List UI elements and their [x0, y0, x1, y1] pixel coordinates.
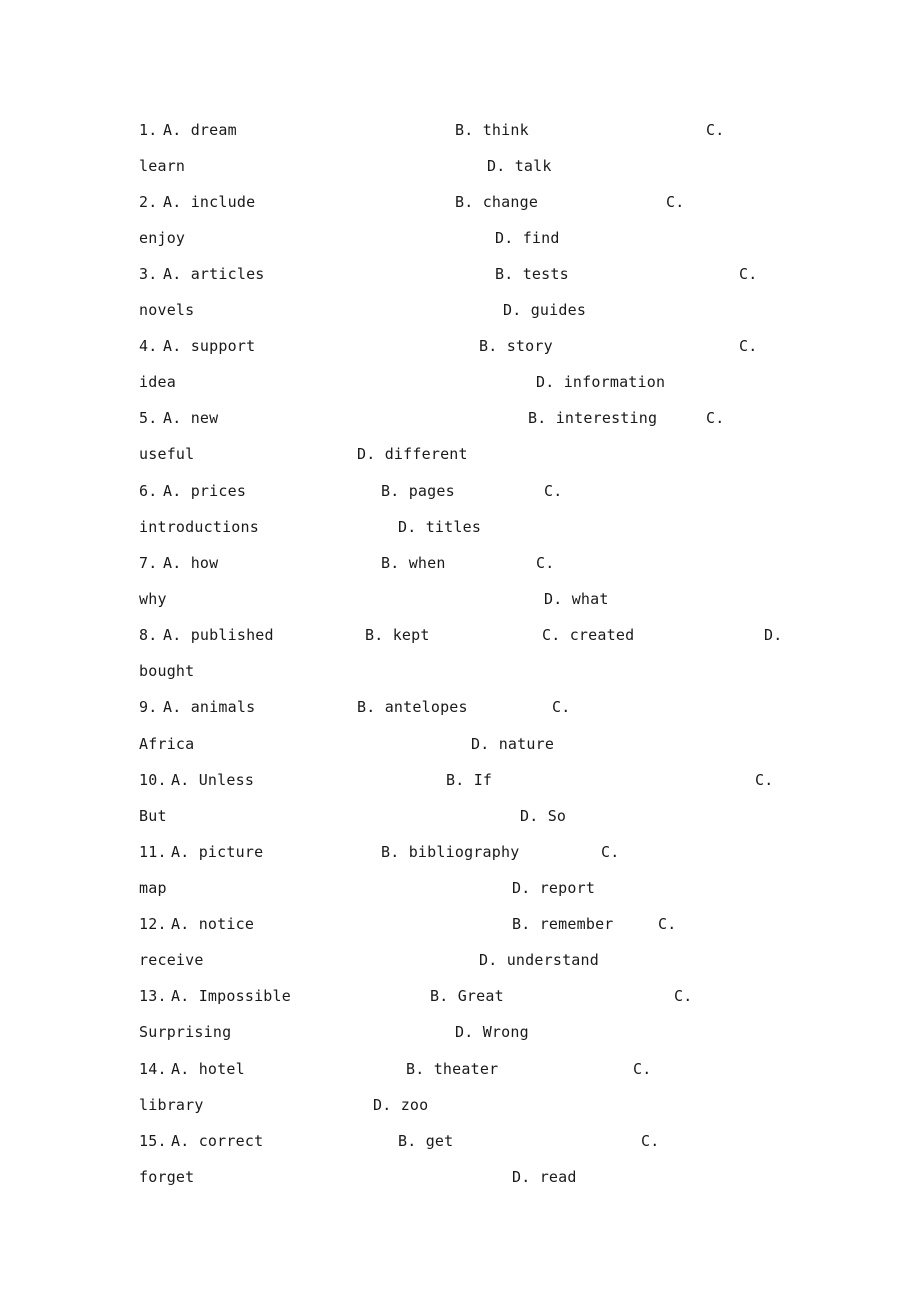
- option-c: C.: [674, 987, 693, 1005]
- option-c-text: enjoy: [139, 229, 186, 247]
- option-b: B. theater: [406, 1060, 499, 1078]
- option-c: C.: [739, 337, 758, 355]
- option-d-text: bought: [139, 662, 195, 680]
- option-a: A. picture: [171, 843, 264, 861]
- question-number: 8.: [139, 626, 158, 644]
- question-number: 9.: [139, 698, 158, 716]
- question-continuation-line: [0, 220, 920, 256]
- option-a: A. prices: [163, 482, 247, 500]
- question-number: 1.: [139, 121, 158, 139]
- option-a: A. hotel: [171, 1060, 245, 1078]
- option-c-text: useful: [139, 445, 195, 463]
- option-d: D.: [764, 626, 783, 644]
- question-continuation-line: [0, 798, 920, 834]
- option-c: C.: [658, 915, 677, 933]
- question-line: [0, 473, 920, 509]
- option-d: D. zoo: [373, 1096, 429, 1114]
- question-number: 14.: [139, 1060, 167, 1078]
- option-a: A. Impossible: [171, 987, 291, 1005]
- option-c-text: Africa: [139, 735, 195, 753]
- option-d: D. guides: [503, 301, 587, 319]
- option-b: B. If: [446, 771, 493, 789]
- option-c: C.: [706, 409, 725, 427]
- option-c-text: Surprising: [139, 1023, 232, 1041]
- option-c-text: map: [139, 879, 167, 897]
- option-a: A. articles: [163, 265, 265, 283]
- option-c-text: library: [139, 1096, 204, 1114]
- option-c: C.: [755, 771, 774, 789]
- question-continuation-line: [0, 509, 920, 545]
- option-d: D. report: [512, 879, 596, 897]
- option-c-text: learn: [139, 157, 186, 175]
- question-line: [0, 762, 920, 798]
- option-d: D. find: [495, 229, 560, 247]
- option-a: A. include: [163, 193, 256, 211]
- question-number: 3.: [139, 265, 158, 283]
- option-c-text: receive: [139, 951, 204, 969]
- option-d: D. read: [512, 1168, 577, 1186]
- question-number: 6.: [139, 482, 158, 500]
- option-b: B. remember: [512, 915, 614, 933]
- option-c-text: But: [139, 807, 167, 825]
- option-b: B. tests: [495, 265, 569, 283]
- question-line: [0, 184, 920, 220]
- option-b: B. antelopes: [357, 698, 468, 716]
- option-c: C.: [601, 843, 620, 861]
- option-c: C.: [739, 265, 758, 283]
- option-a: A. support: [163, 337, 256, 355]
- option-b: B. kept: [365, 626, 430, 644]
- option-d: D. understand: [479, 951, 599, 969]
- option-a: A. animals: [163, 698, 256, 716]
- option-b: B. interesting: [528, 409, 658, 427]
- option-c-text: introductions: [139, 518, 259, 536]
- option-a: A. how: [163, 554, 219, 572]
- question-number: 13.: [139, 987, 167, 1005]
- option-c: C.: [666, 193, 685, 211]
- question-continuation-line: [0, 1014, 920, 1050]
- question-line: [0, 1051, 920, 1087]
- option-b: B. get: [398, 1132, 454, 1150]
- question-continuation-line: [0, 870, 920, 906]
- question-number: 12.: [139, 915, 167, 933]
- question-line: [0, 112, 920, 148]
- option-d: D. information: [536, 373, 666, 391]
- option-c: C.: [641, 1132, 660, 1150]
- question-continuation-line: [0, 1087, 920, 1123]
- question-line: [0, 906, 920, 942]
- option-c: C.: [544, 482, 563, 500]
- question-continuation-line: [0, 942, 920, 978]
- option-c: C.: [536, 554, 555, 572]
- option-b: B. story: [479, 337, 553, 355]
- question-continuation-line: [0, 148, 920, 184]
- option-d: D. Wrong: [455, 1023, 529, 1041]
- question-number: 11.: [139, 843, 167, 861]
- question-number: 5.: [139, 409, 158, 427]
- option-b: B. Great: [430, 987, 504, 1005]
- question-continuation-line: [0, 1159, 920, 1195]
- option-c-text: idea: [139, 373, 176, 391]
- option-a: A. dream: [163, 121, 237, 139]
- question-line: [0, 834, 920, 870]
- question-line: [0, 1123, 920, 1159]
- option-c: C.: [633, 1060, 652, 1078]
- option-c: C.: [552, 698, 571, 716]
- option-c-text: novels: [139, 301, 195, 319]
- question-number: 2.: [139, 193, 158, 211]
- question-continuation-line: [0, 581, 920, 617]
- question-line: [0, 978, 920, 1014]
- option-c-text: why: [139, 590, 167, 608]
- option-a: A. correct: [171, 1132, 264, 1150]
- question-line: [0, 545, 920, 581]
- question-line: [0, 689, 920, 725]
- option-a: A. new: [163, 409, 219, 427]
- question-continuation-line: [0, 653, 920, 689]
- option-b: B. change: [455, 193, 539, 211]
- option-d: D. nature: [471, 735, 555, 753]
- question-continuation-line: [0, 726, 920, 762]
- option-b: B. pages: [381, 482, 455, 500]
- option-b: B. think: [455, 121, 529, 139]
- question-line: [0, 256, 920, 292]
- question-number: 10.: [139, 771, 167, 789]
- question-line: [0, 328, 920, 364]
- question-number: 7.: [139, 554, 158, 572]
- option-a: A. published: [163, 626, 274, 644]
- question-line: [0, 400, 920, 436]
- option-d: D. talk: [487, 157, 552, 175]
- option-a: A. Unless: [171, 771, 255, 789]
- option-d: D. So: [520, 807, 567, 825]
- option-d: D. titles: [398, 518, 482, 536]
- option-b: B. bibliography: [381, 843, 520, 861]
- question-number: 15.: [139, 1132, 167, 1150]
- question-number: 4.: [139, 337, 158, 355]
- question-continuation-line: [0, 364, 920, 400]
- option-c: C.: [706, 121, 725, 139]
- question-line: [0, 617, 920, 653]
- option-b: B. when: [381, 554, 446, 572]
- question-continuation-line: [0, 436, 920, 472]
- question-continuation-line: [0, 292, 920, 328]
- option-c-text: forget: [139, 1168, 195, 1186]
- option-a: A. notice: [171, 915, 255, 933]
- option-c: C. created: [542, 626, 635, 644]
- option-d: D. different: [357, 445, 468, 463]
- option-d: D. what: [544, 590, 609, 608]
